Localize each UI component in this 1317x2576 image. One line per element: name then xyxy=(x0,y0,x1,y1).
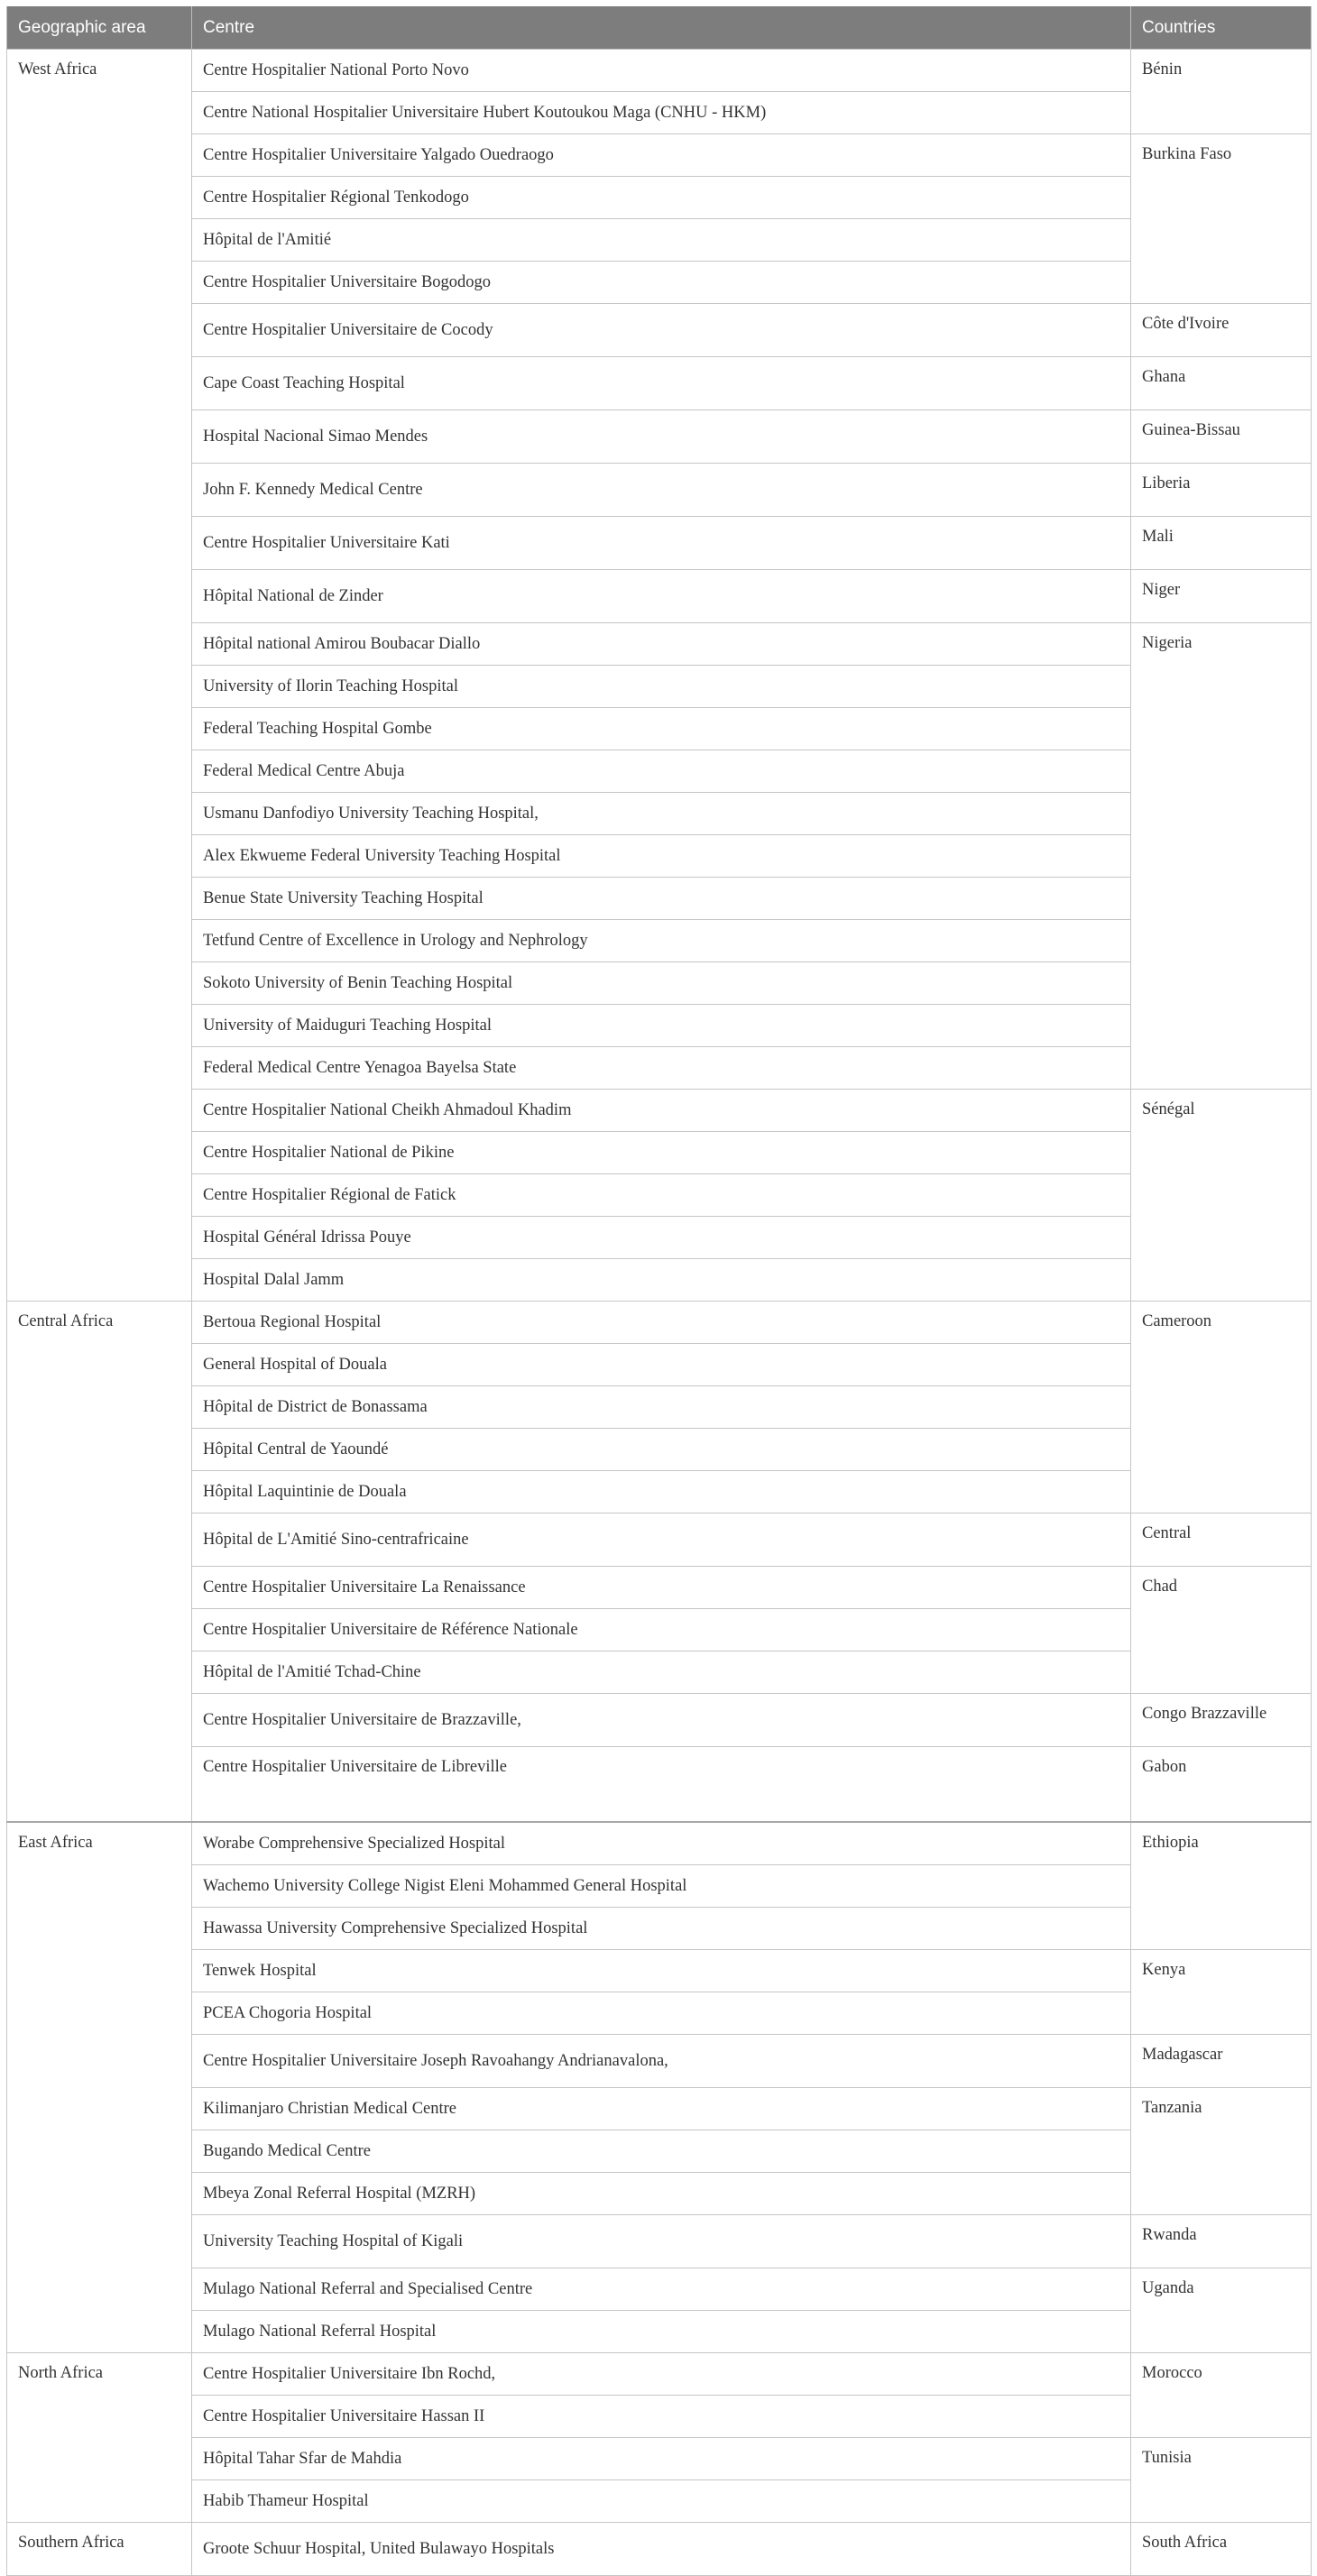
centre-cell: Tenwek Hospital xyxy=(192,1950,1131,1992)
table-row xyxy=(7,1822,1312,1865)
centre-cell: Hôpital de l'Amitié xyxy=(192,219,1131,262)
country-cell: Kenya xyxy=(1131,1950,1312,2035)
country-cell: Nigeria xyxy=(1131,623,1312,1090)
table-body xyxy=(7,50,1312,2576)
centre-cell: Bugando Medical Centre xyxy=(192,2130,1131,2173)
centre-cell: Hôpital national Amirou Boubacar Diallo xyxy=(192,623,1131,666)
table-row xyxy=(7,1471,1312,1513)
table-header xyxy=(7,6,1312,50)
centre-cell: University of Maiduguri Teaching Hospital xyxy=(192,1005,1131,1047)
centre-cell: Centre Hospitalier Universitaire de Référence Nationale xyxy=(192,1609,1131,1651)
country-cell: Bénin xyxy=(1131,50,1312,134)
centre-cell: Centre National Hospitalier Universitaire Hubert Koutoukou Maga (CNHU - HKM) xyxy=(192,92,1131,134)
table-row xyxy=(7,2173,1312,2215)
table-row xyxy=(7,134,1312,177)
table-row xyxy=(7,1386,1312,1429)
table-row xyxy=(7,2480,1312,2523)
table-row xyxy=(7,1865,1312,1908)
table-row xyxy=(7,2088,1312,2130)
centre-cell: Habib Thameur Hospital xyxy=(192,2480,1131,2523)
country-cell: Mali xyxy=(1131,517,1312,570)
table-row xyxy=(7,304,1312,357)
centre-cell: Sokoto University of Benin Teaching Hospital xyxy=(192,962,1131,1005)
country-cell: Rwanda xyxy=(1131,2215,1312,2268)
table-row xyxy=(7,2396,1312,2438)
country-cell: Cameroon xyxy=(1131,1302,1312,1513)
country-cell: Madagascar xyxy=(1131,2035,1312,2088)
centre-cell: Centre Hospitalier Universitaire Hassan II xyxy=(192,2396,1131,2438)
country-cell: Sénégal xyxy=(1131,1090,1312,1302)
geographic-area-cell: Southern Africa xyxy=(7,2523,192,2576)
table-row xyxy=(7,2268,1312,2311)
table-row xyxy=(7,464,1312,517)
table-row xyxy=(7,1047,1312,1090)
country-cell: Gabon xyxy=(1131,1747,1312,1823)
centre-cell: Alex Ekwueme Federal University Teaching Hospital xyxy=(192,835,1131,878)
centre-cell: Centre Hospitalier Régional Tenkodogo xyxy=(192,177,1131,219)
table-row xyxy=(7,1005,1312,1047)
centre-cell: University of Ilorin Teaching Hospital xyxy=(192,666,1131,708)
centre-cell: Hôpital de L'Amitié Sino-centrafricaine xyxy=(192,1513,1131,1567)
centre-cell: PCEA Chogoria Hospital xyxy=(192,1992,1131,2035)
centre-cell: Centre Hospitalier National Cheikh Ahmadoul Khadim xyxy=(192,1090,1131,1132)
table-row xyxy=(7,1302,1312,1344)
header-centre: Centre xyxy=(192,6,1131,50)
table-row xyxy=(7,750,1312,793)
centre-cell: University Teaching Hospital of Kigali xyxy=(192,2215,1131,2268)
table-row xyxy=(7,1429,1312,1471)
country-cell: Liberia xyxy=(1131,464,1312,517)
country-cell: Congo Brazzaville xyxy=(1131,1694,1312,1747)
table-row xyxy=(7,962,1312,1005)
table-row xyxy=(7,1992,1312,2035)
table-row xyxy=(7,835,1312,878)
table-row xyxy=(7,50,1312,92)
table-row xyxy=(7,410,1312,464)
country-cell: Tunisia xyxy=(1131,2438,1312,2523)
geographic-area-cell: East Africa xyxy=(7,1822,192,2353)
centre-cell: Groote Schuur Hospital, United Bulawayo Hospitals xyxy=(192,2523,1131,2576)
country-cell: Tanzania xyxy=(1131,2088,1312,2215)
header-countries: Countries xyxy=(1131,6,1312,50)
country-cell: Uganda xyxy=(1131,2268,1312,2353)
centre-cell: Centre Hospitalier Universitaire de Brazzaville, xyxy=(192,1694,1131,1747)
table-row xyxy=(7,623,1312,666)
table-row xyxy=(7,1567,1312,1609)
table-row xyxy=(7,708,1312,750)
centre-cell: Hôpital Laquintinie de Douala xyxy=(192,1471,1131,1513)
table-row xyxy=(7,2311,1312,2353)
centre-cell: Centre Hospitalier Universitaire Joseph Ravoahangy Andrianavalona, xyxy=(192,2035,1131,2088)
centre-cell: Hôpital Central de Yaoundé xyxy=(192,1429,1131,1471)
country-cell: Côte d'Ivoire xyxy=(1131,304,1312,357)
centre-cell: Mbeya Zonal Referral Hospital (MZRH) xyxy=(192,2173,1131,2215)
header-geographic-area: Geographic area xyxy=(7,6,192,50)
country-cell: Niger xyxy=(1131,570,1312,623)
table-row xyxy=(7,570,1312,623)
table-row xyxy=(7,1747,1312,1823)
centre-cell: Bertoua Regional Hospital xyxy=(192,1302,1131,1344)
table-row xyxy=(7,1344,1312,1386)
table-row xyxy=(7,2215,1312,2268)
table-row xyxy=(7,1259,1312,1302)
centre-cell: Wachemo University College Nigist Eleni Mohammed General Hospital xyxy=(192,1865,1131,1908)
table-row xyxy=(7,262,1312,304)
centre-cell: Centre Hospitalier Universitaire Ibn Rochd, xyxy=(192,2353,1131,2396)
table-row xyxy=(7,2438,1312,2480)
hospital-centres-table xyxy=(6,6,1312,2576)
centre-cell: Kilimanjaro Christian Medical Centre xyxy=(192,2088,1131,2130)
table-row xyxy=(7,1513,1312,1567)
centre-cell: Centre Hospitalier National de Pikine xyxy=(192,1132,1131,1174)
centre-cell: Hôpital de District de Bonassama xyxy=(192,1386,1131,1429)
centre-cell: Hospital Dalal Jamm xyxy=(192,1259,1131,1302)
table-row xyxy=(7,1950,1312,1992)
country-cell: Central xyxy=(1131,1513,1312,1567)
geographic-area-cell: North Africa xyxy=(7,2353,192,2523)
centre-cell: Centre Hospitalier Universitaire La Renaissance xyxy=(192,1567,1131,1609)
centre-cell: Centre Hospitalier Universitaire Yalgado Ouedraogo xyxy=(192,134,1131,177)
table-row xyxy=(7,1694,1312,1747)
table-row xyxy=(7,666,1312,708)
table-row xyxy=(7,1132,1312,1174)
country-cell: Burkina Faso xyxy=(1131,134,1312,304)
centre-cell: Usmanu Danfodiyo University Teaching Hospital, xyxy=(192,793,1131,835)
country-cell: Guinea-Bissau xyxy=(1131,410,1312,464)
centre-cell: Centre Hospitalier Universitaire de Cocody xyxy=(192,304,1131,357)
centre-cell: Federal Medical Centre Yenagoa Bayelsa State xyxy=(192,1047,1131,1090)
table-row xyxy=(7,1908,1312,1950)
table-row xyxy=(7,1217,1312,1259)
country-cell: South Africa xyxy=(1131,2523,1312,2576)
table-row xyxy=(7,793,1312,835)
centre-cell: Centre Hospitalier Régional de Fatick xyxy=(192,1174,1131,1217)
table-row xyxy=(7,878,1312,920)
geographic-area-cell: West Africa xyxy=(7,50,192,1302)
centre-cell: Centre Hospitalier Universitaire Kati xyxy=(192,517,1131,570)
table-row xyxy=(7,92,1312,134)
centre-cell: Mulago National Referral Hospital xyxy=(192,2311,1131,2353)
table-row xyxy=(7,1174,1312,1217)
table-row xyxy=(7,1090,1312,1132)
table-row xyxy=(7,177,1312,219)
centre-cell: Centre Hospitalier Universitaire de Libreville xyxy=(192,1747,1131,1823)
centre-cell: Benue State University Teaching Hospital xyxy=(192,878,1131,920)
country-cell: Morocco xyxy=(1131,2353,1312,2438)
centre-cell: Cape Coast Teaching Hospital xyxy=(192,357,1131,410)
table-row xyxy=(7,219,1312,262)
centre-cell: Hawassa University Comprehensive Specialized Hospital xyxy=(192,1908,1131,1950)
centre-cell: Federal Teaching Hospital Gombe xyxy=(192,708,1131,750)
centre-cell: Mulago National Referral and Specialised Centre xyxy=(192,2268,1131,2311)
centre-cell: General Hospital of Douala xyxy=(192,1344,1131,1386)
centre-cell: John F. Kennedy Medical Centre xyxy=(192,464,1131,517)
header-row xyxy=(7,6,1312,50)
centre-cell: Hospital Nacional Simao Mendes xyxy=(192,410,1131,464)
centre-cell: Hôpital National de Zinder xyxy=(192,570,1131,623)
country-cell: Chad xyxy=(1131,1567,1312,1694)
country-cell: Ghana xyxy=(1131,357,1312,410)
table-row xyxy=(7,2523,1312,2576)
table-row xyxy=(7,920,1312,962)
table-row xyxy=(7,357,1312,410)
table-row xyxy=(7,2035,1312,2088)
centre-cell: Tetfund Centre of Excellence in Urology and Nephrology xyxy=(192,920,1131,962)
centre-cell: Federal Medical Centre Abuja xyxy=(192,750,1131,793)
centre-cell: Hôpital de l'Amitié Tchad-Chine xyxy=(192,1651,1131,1694)
country-cell: Ethiopia xyxy=(1131,1822,1312,1950)
table-row xyxy=(7,2353,1312,2396)
centre-cell: Centre Hospitalier National Porto Novo xyxy=(192,50,1131,92)
table-row xyxy=(7,517,1312,570)
geographic-area-cell: Central Africa xyxy=(7,1302,192,1823)
table-row xyxy=(7,1651,1312,1694)
table-row xyxy=(7,2130,1312,2173)
centre-cell: Hôpital Tahar Sfar de Mahdia xyxy=(192,2438,1131,2480)
table-row xyxy=(7,1609,1312,1651)
centre-cell: Centre Hospitalier Universitaire Bogodogo xyxy=(192,262,1131,304)
centre-cell: Hospital Général Idrissa Pouye xyxy=(192,1217,1131,1259)
centre-cell: Worabe Comprehensive Specialized Hospital xyxy=(192,1822,1131,1865)
